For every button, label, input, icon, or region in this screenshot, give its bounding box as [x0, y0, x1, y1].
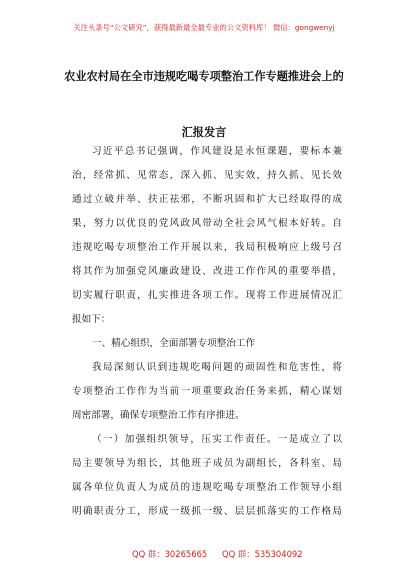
paragraph-line: （一）加强组织领导，压实工作责任。一是成立了以: [92, 434, 342, 445]
banner-text: 关注头条号“公文研究”，获得最新最全最专业的公文资料库！ 微信：gongwenyj: [73, 23, 335, 32]
paragraph-line: 违规吃喝专项整治工作开展以来，我局积极响应上级号召: [72, 242, 342, 253]
paragraph-line: 报如下：: [72, 314, 111, 325]
section-heading: 一、精心组织，全面部署专项整治工作: [92, 338, 256, 349]
paragraph-line: 通过立破并举、扶正祛邪，不断巩固和扩大已经取得的成: [72, 194, 342, 205]
paragraph-line: 周密部署，确保专项整治工作有序推进。: [72, 410, 245, 421]
paragraph-line: 治，经常抓、见常态，深入抓、见实效，持久抓、见长效: [72, 170, 342, 181]
paragraph-line: 果，努力以优良的党风政风带动全社会风气根本好转。自: [72, 218, 342, 229]
paragraph-line: 局主要领导为组长，其他班子成员为副组长，各科室、局: [72, 458, 342, 469]
paragraph-line: 将其作为加强党风廉政建设、改进工作作风的重要举措，: [72, 266, 342, 277]
header-banner: [0, 0, 408, 44]
document-title-line-1: 农业农村局在全市违规吃喝专项整治工作专题推进会上的: [64, 70, 344, 83]
footer: [0, 548, 408, 568]
document-title-line-2: 汇报发言: [181, 126, 227, 139]
paragraph-line: 习近平总书记强调，作风建设是永恒课题，要标本兼: [92, 146, 342, 157]
paragraph-line: 我局深刻认识到违规吃喝问题的顽固性和危害性，将: [92, 362, 342, 373]
document-body: [72, 140, 342, 524]
paragraph-line: 明确职责分工，形成一级抓一级、层层抓落实的工作格局: [72, 506, 342, 517]
paragraph-line: 属各单位负责人为成员的违规吃喝专项整治工作领导小组: [72, 482, 342, 493]
paragraph-line: 切实履行职责，扎实推进各项工作。现将工作进展情况汇: [72, 290, 342, 301]
footer-qq-group-2: QQ 群：535304092: [222, 549, 303, 559]
footer-qq-group-1: QQ 群：30265665: [132, 549, 208, 559]
paragraph-line: 专项整治工作作为当前一项重要政治任务来抓，精心谋划: [72, 386, 342, 397]
